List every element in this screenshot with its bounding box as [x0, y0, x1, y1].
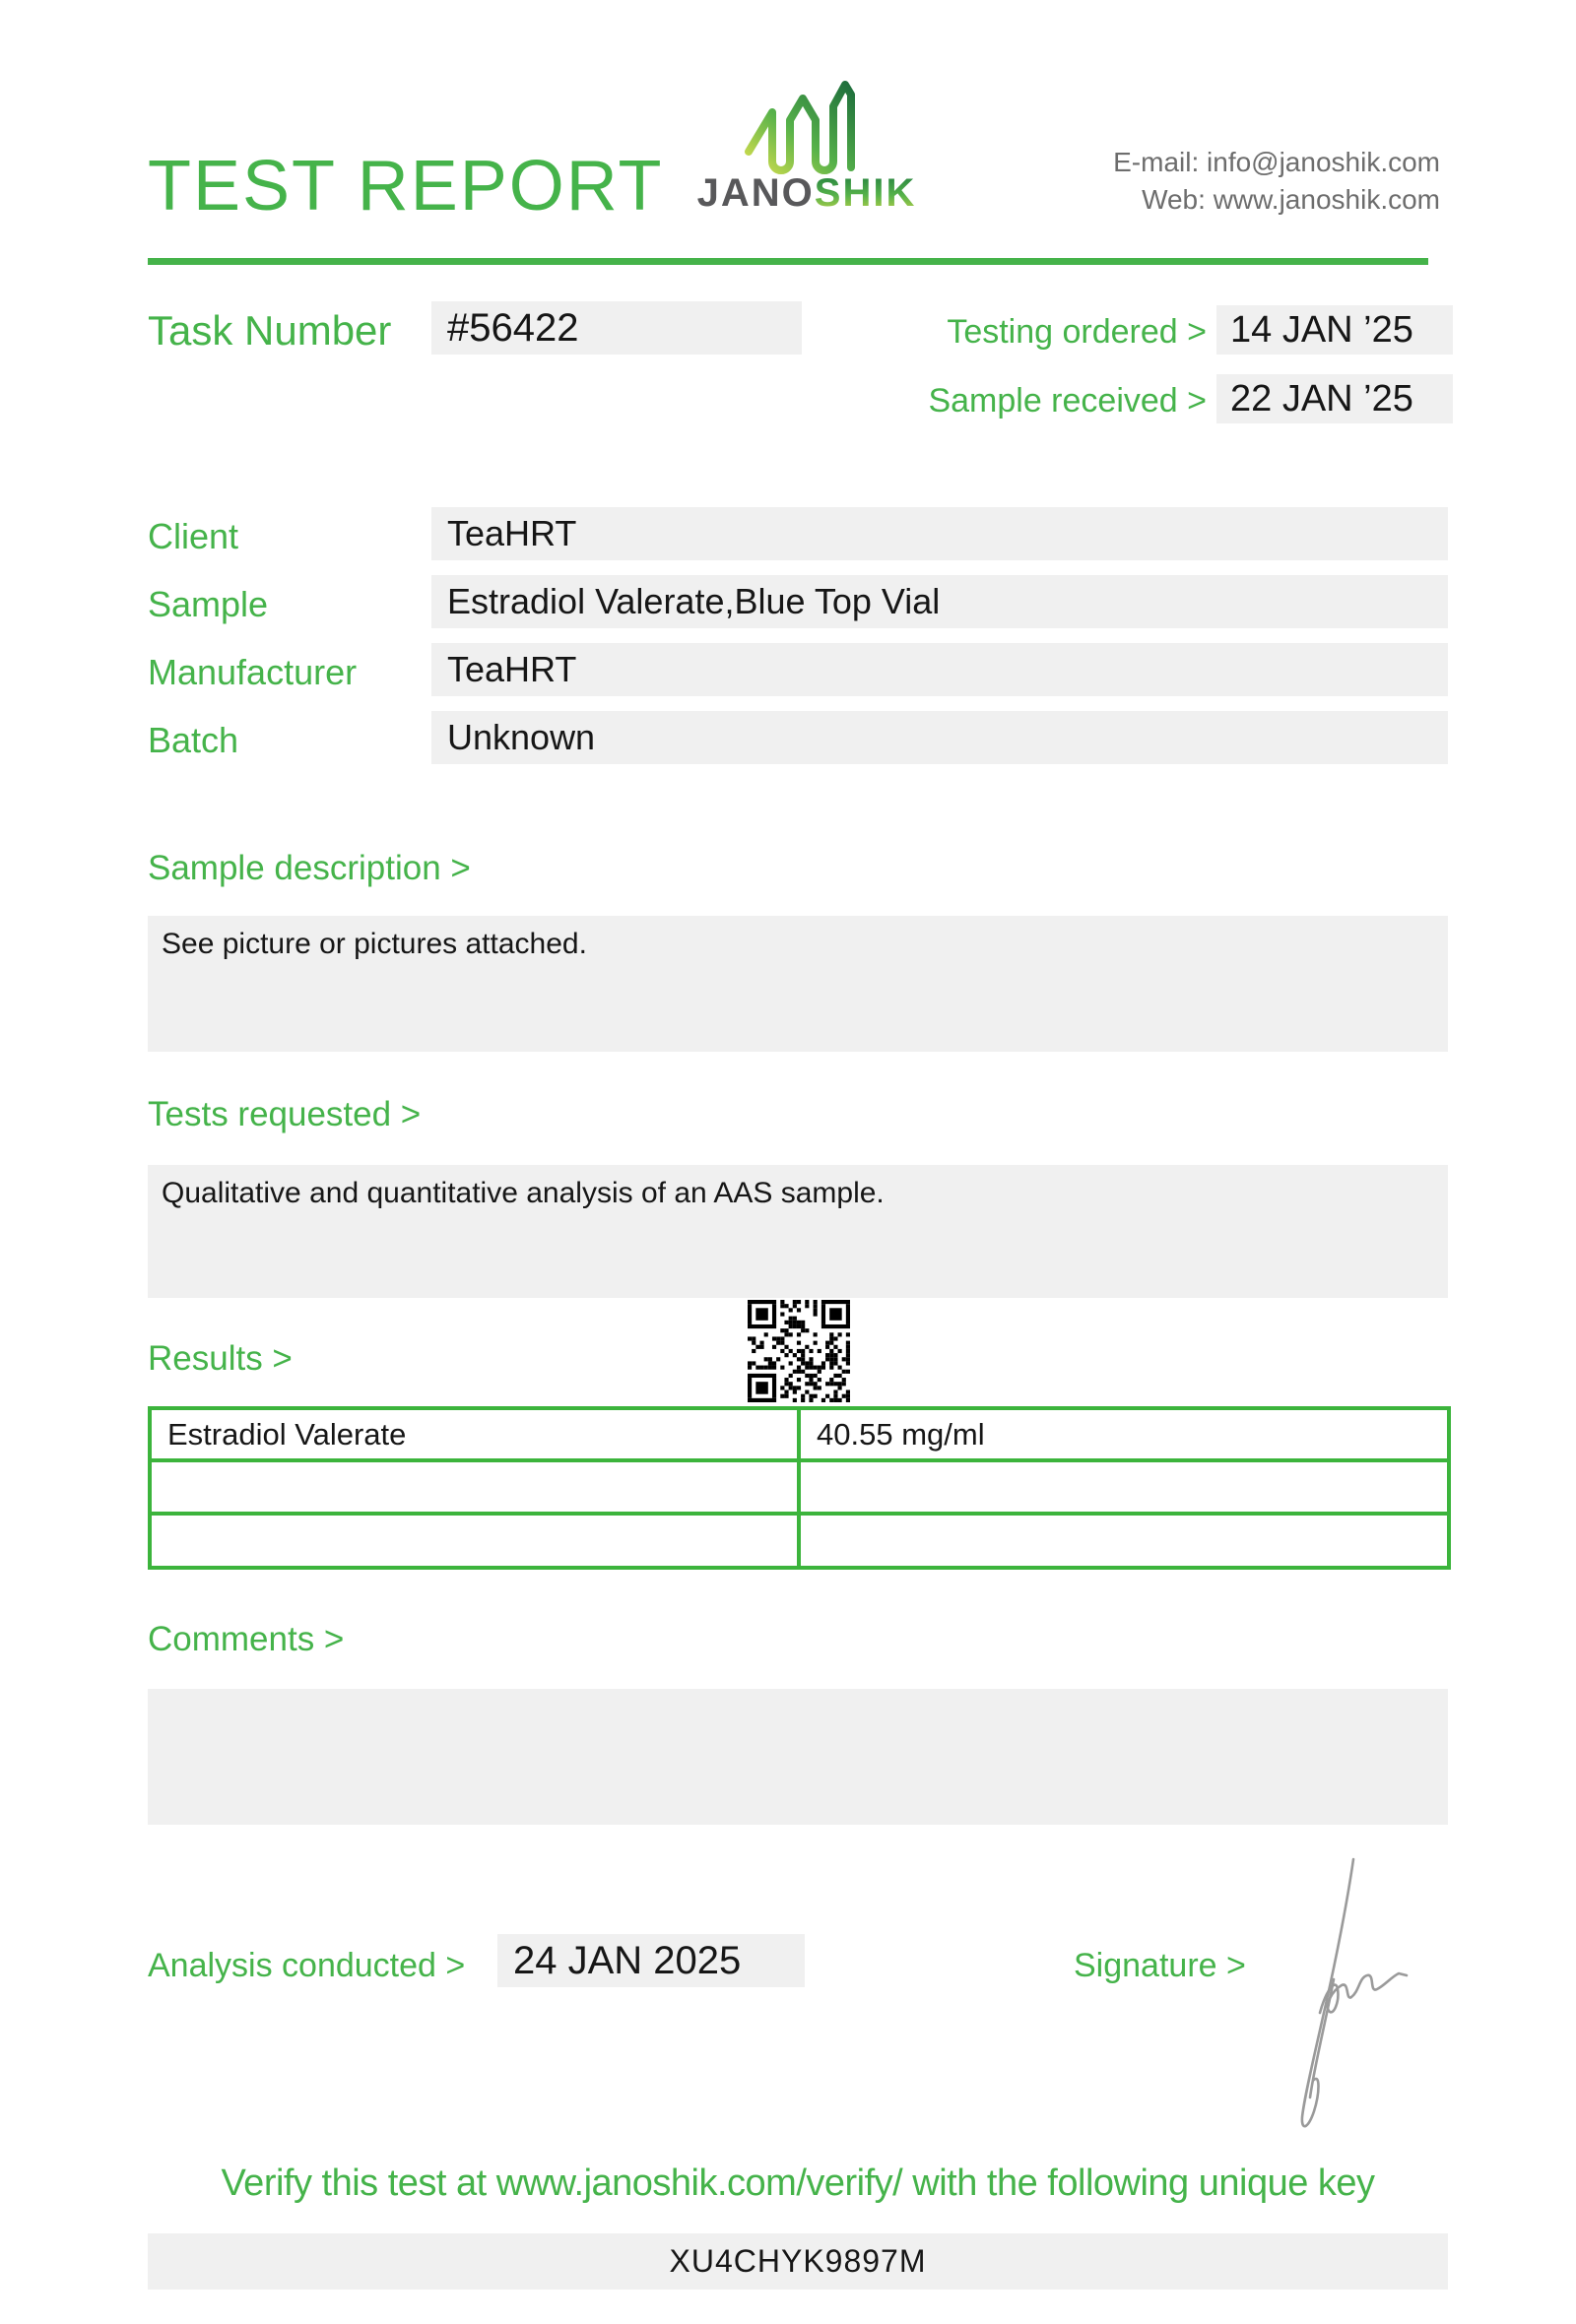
- contact-web: Web: www.janoshik.com: [1142, 184, 1440, 215]
- result-value-cell: 40.55 mg/ml: [799, 1408, 1449, 1460]
- sample-received-label: Sample received >: [928, 382, 1207, 420]
- result-name-cell: [150, 1514, 799, 1568]
- page-title: TEST REPORT: [148, 147, 664, 226]
- sample-description-heading: Sample description >: [148, 849, 471, 887]
- sample-received-value: 22 JAN ’25: [1216, 374, 1453, 423]
- brand-shik: SHIK: [814, 171, 917, 215]
- contact-block: [985, 144, 1440, 219]
- tests-requested-box: [148, 1165, 1448, 1298]
- result-value-cell: [799, 1514, 1449, 1568]
- analysis-conducted-value: 24 JAN 2025: [497, 1934, 805, 1987]
- contact-email: E-mail: info@janoshik.com: [1113, 147, 1440, 177]
- task-number-value: #56422: [431, 301, 802, 355]
- results-row: [150, 1460, 1449, 1514]
- sample-value: Estradiol Valerate,Blue Top Vial: [431, 575, 1448, 628]
- client-value: TeaHRT: [431, 507, 1448, 560]
- tests-requested-text: Qualitative and quantitative analysis of an AAS sample.: [162, 1177, 885, 1209]
- results-table: [148, 1406, 1451, 1570]
- unique-key-value: XU4CHYK9897M: [148, 2233, 1448, 2290]
- results-row: [150, 1408, 1449, 1460]
- analysis-conducted-label: Analysis conducted >: [148, 1947, 466, 1984]
- testing-ordered-value: 14 JAN ’25: [1216, 305, 1453, 355]
- brand-wordmark: [689, 171, 925, 216]
- janoshik-logo-icon: [741, 77, 859, 185]
- comments-heading: Comments >: [148, 1620, 345, 1658]
- batch-label: Batch: [148, 720, 239, 760]
- testing-ordered-label: Testing ordered >: [947, 313, 1207, 351]
- verify-text: Verify this test at www.janoshik.com/verify/ with the following unique key: [221, 2163, 1375, 2204]
- sample-label: Sample: [148, 584, 269, 624]
- signature-label: Signature >: [1074, 1947, 1246, 1984]
- task-number-label: Task Number: [148, 307, 392, 354]
- results-heading: Results >: [148, 1339, 293, 1378]
- comments-box: [148, 1689, 1448, 1825]
- manufacturer-value: TeaHRT: [431, 643, 1448, 696]
- tests-requested-heading: Tests requested >: [148, 1095, 422, 1133]
- result-value-cell: [799, 1460, 1449, 1514]
- client-label: Client: [148, 516, 239, 556]
- result-name-cell: Estradiol Valerate: [150, 1408, 799, 1460]
- header-divider: [148, 258, 1428, 265]
- batch-value: Unknown: [431, 711, 1448, 764]
- qr-code: [748, 1300, 850, 1402]
- results-row: [150, 1514, 1449, 1568]
- result-name-cell: [150, 1460, 799, 1514]
- sample-description-text: See picture or pictures attached.: [162, 928, 587, 960]
- manufacturer-label: Manufacturer: [148, 652, 358, 692]
- brand-jano: JANO: [696, 171, 815, 215]
- signature-image: [1290, 1853, 1418, 2144]
- sample-description-box: [148, 916, 1448, 1052]
